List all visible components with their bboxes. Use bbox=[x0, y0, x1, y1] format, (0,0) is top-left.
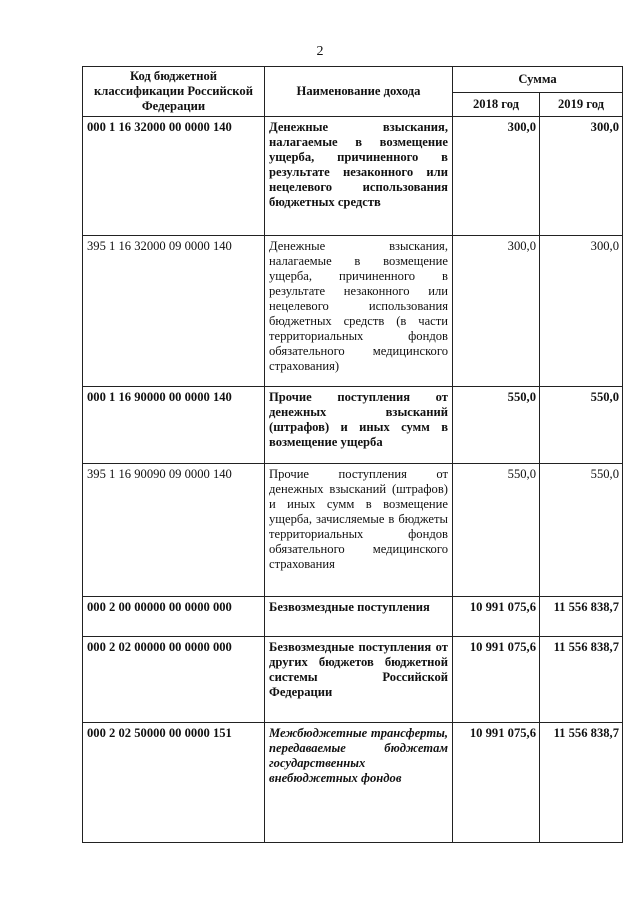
budget-code: 000 2 02 00000 00 0000 000 bbox=[83, 637, 265, 723]
header-code: Код бюджетной классификации Российской Федерации bbox=[83, 67, 265, 117]
sum-2019: 300,0 bbox=[540, 117, 623, 236]
sum-2019: 11 556 838,7 bbox=[540, 723, 623, 843]
sum-2018: 10 991 075,6 bbox=[453, 637, 540, 723]
revenue-name: Прочие поступления от денежных взысканий (штрафов) и иных сумм в возмещение ущерба, зачисляемые в бюджеты территориальных фондов обязательного медицинского страхования bbox=[265, 464, 453, 597]
header-year-2019: 2019 год bbox=[540, 93, 623, 117]
sum-2018: 550,0 bbox=[453, 464, 540, 597]
sum-2019: 550,0 bbox=[540, 387, 623, 464]
table-row bbox=[83, 387, 623, 464]
revenue-name: Прочие поступления от денежных взысканий (штрафов) и иных сумм в возмещение ущерба bbox=[265, 387, 453, 464]
sum-2019: 300,0 bbox=[540, 236, 623, 387]
revenue-name: Безвозмездные поступления bbox=[265, 597, 453, 637]
table-row bbox=[83, 117, 623, 236]
sum-2018: 300,0 bbox=[453, 117, 540, 236]
sum-2018: 10 991 075,6 bbox=[453, 597, 540, 637]
sum-2018: 300,0 bbox=[453, 236, 540, 387]
table-row bbox=[83, 637, 623, 723]
table-row bbox=[83, 723, 623, 843]
revenue-name: Денежные взыскания, налагаемые в возмещение ущерба, причиненного в результате незаконного или нецелевого использования бюджетных средств (в части территориальных фондов обязательного медицинского страхования) bbox=[265, 236, 453, 387]
table-row bbox=[83, 597, 623, 637]
budget-code: 395 1 16 90090 09 0000 140 bbox=[83, 464, 265, 597]
sum-2019: 11 556 838,7 bbox=[540, 597, 623, 637]
sum-2019: 550,0 bbox=[540, 464, 623, 597]
revenue-table bbox=[82, 66, 623, 843]
budget-code: 000 1 16 32000 00 0000 140 bbox=[83, 117, 265, 236]
sum-2018: 550,0 bbox=[453, 387, 540, 464]
header-name: Наименование дохода bbox=[265, 67, 453, 117]
page-number: 2 bbox=[316, 44, 324, 59]
revenue-name: Межбюджетные трансферты, передаваемые бюджетам государственных внебюджетных фондов bbox=[265, 723, 453, 843]
revenue-name: Денежные взыскания, налагаемые в возмещение ущерба, причиненного в результате незаконного или нецелевого использования бюджетных средств bbox=[265, 117, 453, 236]
budget-code: 000 2 02 50000 00 0000 151 bbox=[83, 723, 265, 843]
budget-code: 000 2 00 00000 00 0000 000 bbox=[83, 597, 265, 637]
table-row bbox=[83, 236, 623, 387]
budget-code: 395 1 16 32000 09 0000 140 bbox=[83, 236, 265, 387]
sum-2019: 11 556 838,7 bbox=[540, 637, 623, 723]
sum-2018: 10 991 075,6 bbox=[453, 723, 540, 843]
header-sum: Сумма bbox=[453, 67, 623, 93]
revenue-name: Безвозмездные поступления от других бюджетов бюджетной системы Российской Федерации bbox=[265, 637, 453, 723]
table-row bbox=[83, 464, 623, 597]
header-year-2018: 2018 год bbox=[453, 93, 540, 117]
budget-code: 000 1 16 90000 00 0000 140 bbox=[83, 387, 265, 464]
